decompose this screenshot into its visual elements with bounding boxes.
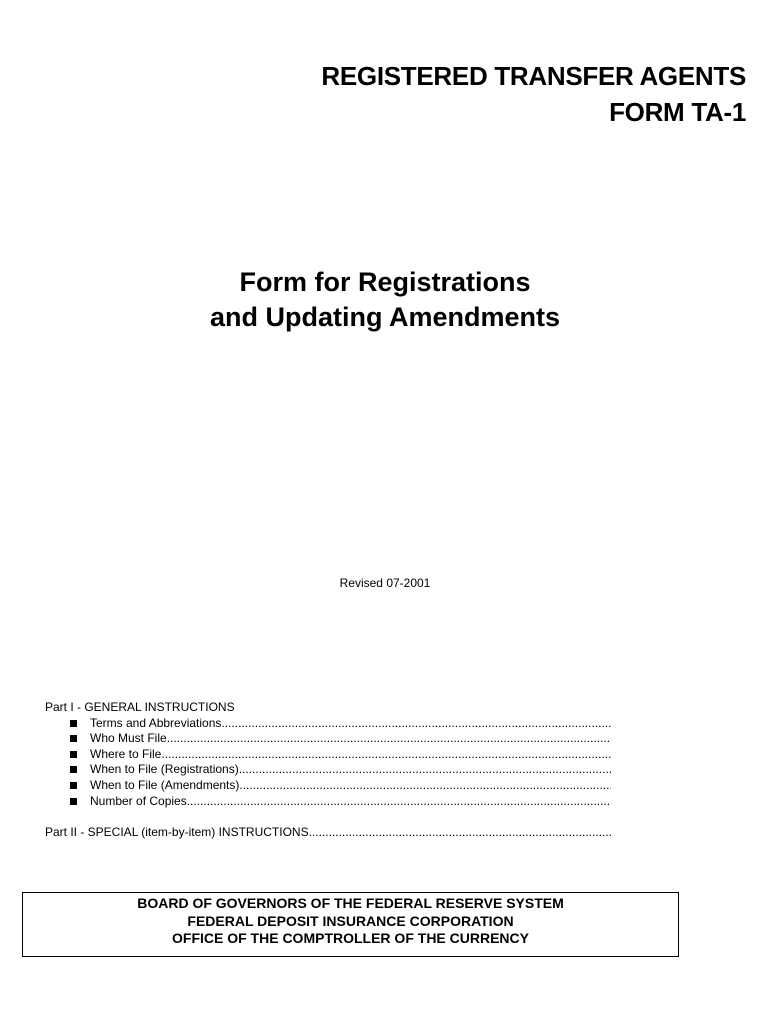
- revision-date: Revised 07-2001: [339, 576, 431, 590]
- toc-item: [45, 778, 611, 794]
- document-title-line2: and Updating Amendments: [209, 302, 560, 332]
- form-header-line2: FORM TA-1: [609, 97, 746, 127]
- agency-name: BOARD OF GOVERNORS OF THE FEDERAL RESERVE SYSTEM: [137, 895, 564, 911]
- document-title-line1: Form for Registrations: [239, 267, 531, 297]
- issuing-agencies-box: [22, 892, 679, 957]
- toc-item-label: Who Must File: [90, 731, 167, 746]
- toc-item: [45, 762, 611, 778]
- toc-item-label: When to File (Amendments): [90, 777, 240, 792]
- square-bullet-icon: [70, 782, 77, 789]
- agency-name: OFFICE OF THE COMPTROLLER OF THE CURRENCY: [172, 930, 529, 946]
- toc-item-label: Where to File: [90, 746, 162, 761]
- square-bullet-icon: [70, 751, 77, 758]
- square-bullet-icon: [70, 766, 77, 773]
- toc-item-label: Terms and Abbreviations: [90, 715, 222, 730]
- toc-item-label: Number of Copies: [90, 793, 187, 808]
- dot-leader: [239, 762, 611, 778]
- toc-part-2-label: Part II - SPECIAL (item-by-item) INSTRUCTIONS: [45, 825, 309, 840]
- dot-leader: [161, 747, 611, 763]
- toc-part-1: [45, 700, 611, 716]
- toc-part-1-list: [45, 716, 611, 810]
- square-bullet-icon: [70, 720, 77, 727]
- toc-part-2: [45, 825, 611, 841]
- document-title: [0, 265, 770, 335]
- toc-item: [45, 716, 611, 732]
- toc-item: [45, 794, 611, 810]
- dot-leader: [239, 778, 611, 794]
- dot-leader: [187, 794, 611, 810]
- dot-leader: [221, 716, 611, 732]
- dot-leader: [309, 825, 611, 841]
- toc-part-1-label: Part I - GENERAL INSTRUCTIONS: [45, 700, 235, 714]
- toc-item: [45, 747, 611, 763]
- toc-item-label: When to File (Registrations): [90, 762, 239, 777]
- toc-item: [45, 731, 611, 747]
- dot-leader: [167, 731, 611, 747]
- agency-name: FEDERAL DEPOSIT INSURANCE CORPORATION: [187, 912, 514, 929]
- form-header-line1: REGISTERED TRANSFER AGENTS: [321, 61, 746, 91]
- form-header: [321, 58, 746, 130]
- square-bullet-icon: [70, 798, 77, 805]
- square-bullet-icon: [70, 735, 77, 742]
- table-of-contents: [45, 700, 611, 841]
